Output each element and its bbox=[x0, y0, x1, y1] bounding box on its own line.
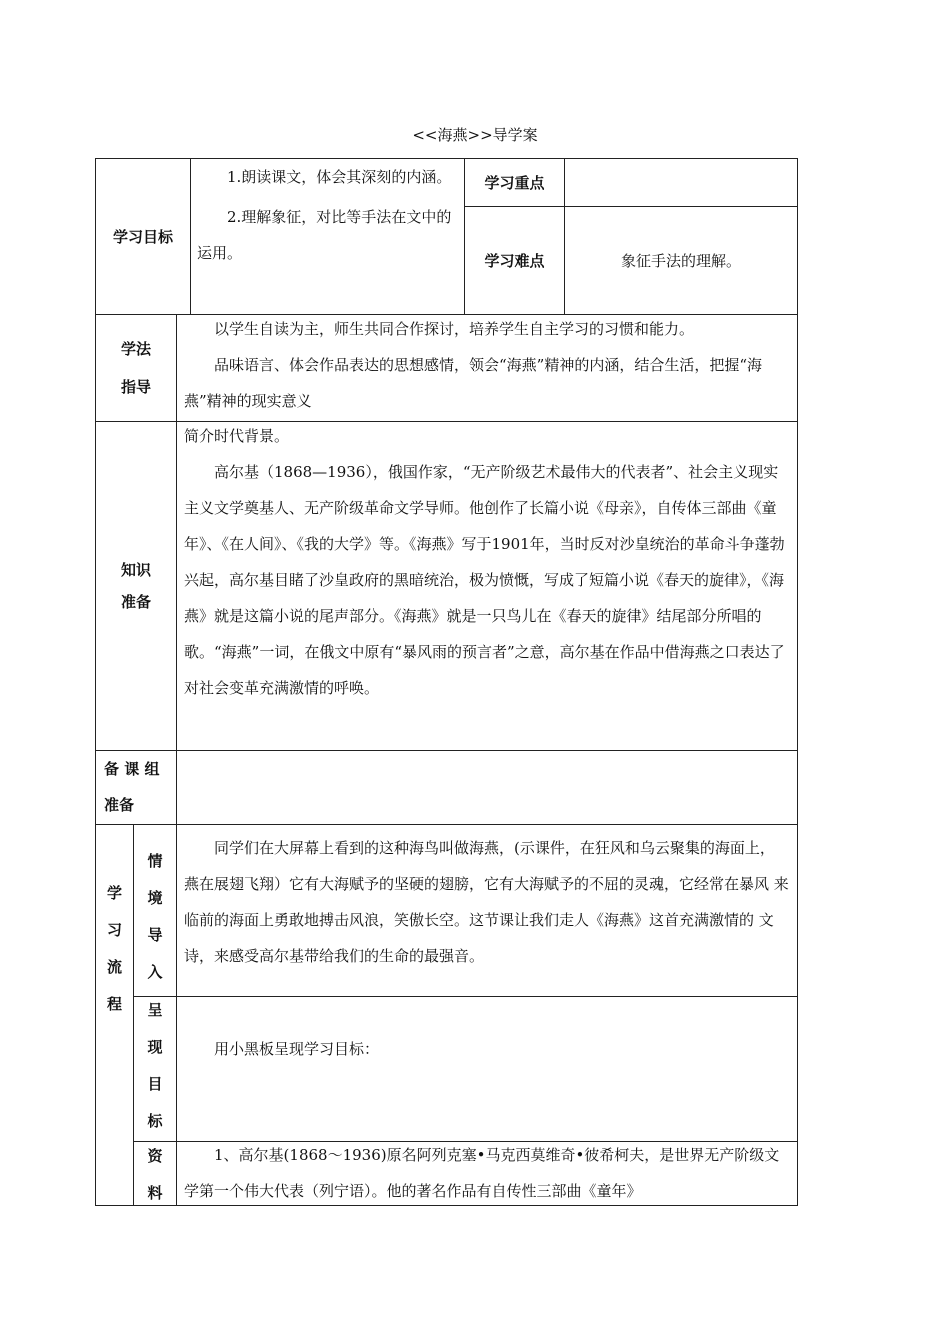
goal-item: 1.朗读课文，体会其深刻的内涵。 bbox=[227, 168, 452, 186]
flow-section-text: 用小黑板呈现学习目标： bbox=[214, 1040, 380, 1058]
col-divider bbox=[176, 314, 177, 824]
col-divider bbox=[190, 158, 191, 314]
prep-label bbox=[104, 751, 174, 824]
flow-label-char: 程 bbox=[106, 995, 122, 1013]
flow-section-label-char: 入 bbox=[147, 963, 163, 981]
method-paragraph: 以学生自读为主，师生共同合作探讨，培养学生自主学习的习惯和能力。 bbox=[214, 320, 695, 338]
flow-section-label bbox=[134, 1138, 176, 1212]
flow-section-label-char: 境 bbox=[147, 889, 163, 907]
flow-section-label bbox=[134, 843, 176, 991]
flow-section-label-char: 目 bbox=[147, 1075, 163, 1093]
flow-label-char: 流 bbox=[106, 958, 122, 976]
flow-section-label-char: 标 bbox=[147, 1112, 163, 1130]
flow-section-text: 同学们在大屏幕上看到的这种海鸟叫做海燕，(示课件，在狂风和乌云聚集的海面上， 燕在展翅飞翔）它有大海赋予的坚硬的翅膀，它有大海赋予的不屈的灵魂，它经常在暴风 来临前的海面上勇敢地搏击风浪，笑傲长空。这节课让我们走人《海燕》这首充满激情的 文诗，来感受高尔基带给我们的生命的最强音。 bbox=[184, 839, 789, 965]
flow-section-content bbox=[184, 1031, 790, 1067]
flow-section-label-char: 现 bbox=[147, 1038, 163, 1056]
page-title: <<海燕>>导学案 bbox=[412, 126, 538, 144]
prep-label-line: 准备 bbox=[104, 796, 135, 814]
flow-label-char: 习 bbox=[106, 921, 122, 939]
knowledge-label bbox=[96, 422, 176, 750]
row-divider bbox=[133, 996, 798, 997]
key-point-label: 学习重点 bbox=[484, 174, 545, 192]
row-divider bbox=[95, 750, 798, 751]
difficulty-value: 象征手法的理解。 bbox=[620, 251, 741, 270]
flow-section-text: 1、高尔基(1868～1936)原名阿列克塞•马克西莫维奇•彼希柯夫，是世界无产阶级文学第一个伟大代表（列宁语）。他的著名作品有自传性三部曲《童年》 bbox=[184, 1146, 780, 1200]
method-label-line: 学法 bbox=[120, 340, 151, 358]
knowledge-label-line: 准备 bbox=[120, 593, 151, 611]
method-label-line: 指导 bbox=[120, 378, 151, 396]
flow-section-label bbox=[134, 992, 176, 1140]
flow-label bbox=[96, 875, 133, 1023]
method-content bbox=[184, 311, 790, 419]
flow-section-label-char: 情 bbox=[147, 852, 163, 870]
row-divider bbox=[95, 824, 798, 825]
difficulty-label: 学习难点 bbox=[484, 252, 545, 270]
goals-label: 学习目标 bbox=[112, 228, 173, 246]
flow-section-label-char: 呈 bbox=[147, 1001, 163, 1019]
method-paragraph: 品味语言、体会作品表达的思想感情，领会“海燕”精神的内涵，结合生活，把握“海燕”精神的现实意义 bbox=[184, 356, 763, 410]
knowledge-label-line: 知识 bbox=[120, 561, 151, 579]
flow-section-content bbox=[184, 1137, 790, 1205]
key-point-value bbox=[565, 159, 797, 206]
method-label bbox=[96, 315, 176, 421]
flow-section-content bbox=[184, 830, 790, 974]
knowledge-content bbox=[184, 418, 790, 706]
flow-label-char: 学 bbox=[106, 884, 122, 902]
flow-section-label-char: 导 bbox=[147, 926, 163, 944]
prep-label-line: 备 课 组 bbox=[104, 760, 160, 778]
col-divider bbox=[176, 824, 177, 1206]
flow-section-label-char: 料 bbox=[147, 1184, 163, 1202]
goals-content bbox=[193, 159, 461, 271]
goal-item: 2.理解象征，对比等手法在文中的运用。 bbox=[197, 208, 452, 262]
knowledge-heading: 简介时代背景。 bbox=[184, 427, 290, 445]
knowledge-body: 高尔基（1868—1936），俄国作家，“无产阶级艺术最伟大的代表者”、社会主义现实主义文学奠基人、无产阶级革命文学导师。他创作了长篇小说《母亲》，自传体三部曲《童年》、《在人间》、《我的大学》等。《海燕》写于1901年，当时反对沙皇统治的革命斗争蓬勃兴起，高尔基目睹了沙皇政府的黑暗统治，极为愤慨，写成了短篇小说《春天的旋律》，《海燕》就是这篇小说的尾声部分。《海燕》就是一只鸟儿在《春天的旋律》结尾部分所唱的歌。“海燕”一词，在俄文中原有“暴风雨的预言者”之意，高尔基在作品中借海燕之口表达了对社会变革充满激情的呼唤。 bbox=[184, 463, 785, 697]
flow-section-label-char: 资 bbox=[147, 1147, 163, 1165]
